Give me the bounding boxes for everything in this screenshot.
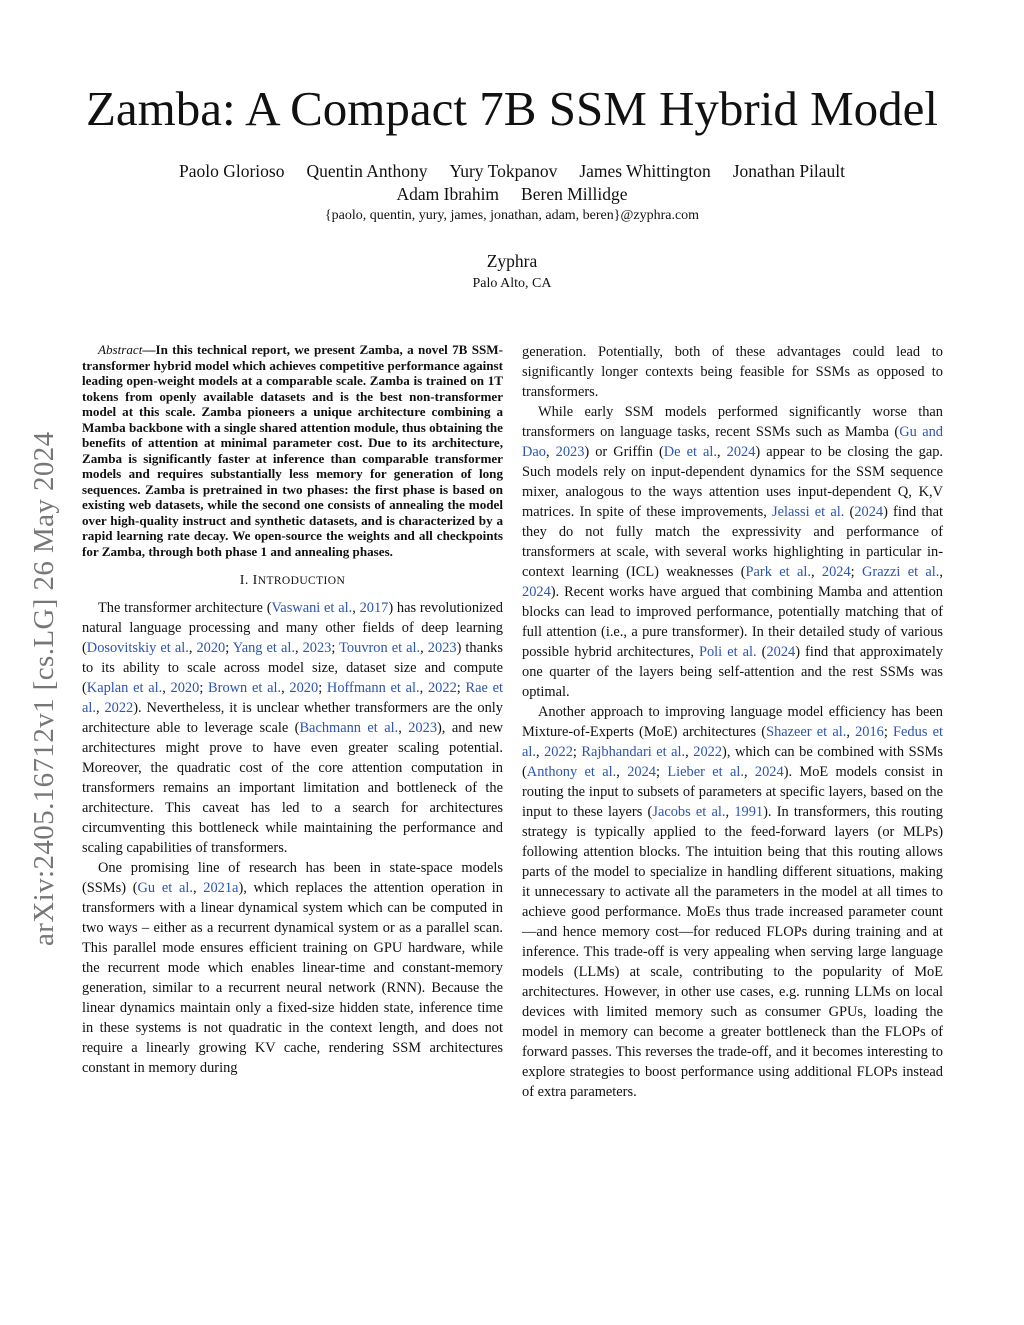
citation-link[interactable]: Jacobs et al. xyxy=(652,804,726,820)
citation-link[interactable]: 2023 xyxy=(302,640,332,656)
body-text: ) or Griffin ( xyxy=(584,444,664,460)
citation-link[interactable]: Poli et al. xyxy=(698,644,757,660)
citation-link[interactable]: 2022 xyxy=(544,744,573,760)
citation-link[interactable]: 2024 xyxy=(726,444,756,460)
body-text: ) has revolutionized natural language processing and many other fields of deep learning ( xyxy=(82,600,503,656)
citation-link[interactable]: 2022 xyxy=(104,700,134,716)
citation-link[interactable]: Touvron et al. xyxy=(339,640,421,656)
body-text: ; xyxy=(572,744,582,760)
body-text: ; xyxy=(850,564,863,580)
body-text: ), which replaces the attention operation in transformers with a linear dynamical system which can be computed in two ways – either as a recurrent dynamical system or as a parallel scan. This parallel mode ensures efficient training on GPU hardware, while the recurrent mode which enables linear-time and constant-memory generation, similar to a recurrent neural network (RNN). Because the linear dynamics maintain only a fixed-size hidden state, inference time in these systems is not quadratic in the context length, and does not require a linearly growing KV cache, rendering SSM architectures constant in memory during xyxy=(82,880,503,1076)
citation-link[interactable]: 2020 xyxy=(170,680,200,696)
body-paragraph xyxy=(522,702,943,1102)
citation-link[interactable]: Jelassi et al. xyxy=(772,504,845,520)
author-name: Quentin Anthony xyxy=(306,161,428,181)
body-text: ; xyxy=(225,640,233,656)
citation-link[interactable]: 2022 xyxy=(693,744,723,760)
abstract-text: —In this technical report, we present Zamba, a novel 7B SSM-transformer hybrid model which achieves competitive performance against leading open-weight models at a comparable scale. Zamba is trained on 1T tokens from openly available datasets and is the best non-transformer model at this scale. Zamba pioneers a unique architecture combining a Mamba backbone with a single shared attention module, thus obtaining the benefits of attention at minimal parameter cost. Due to its architecture, Zamba is significantly faster at inference than comparable transformer models and requires substantially less memory for generation of long sequences. Zamba is pretrained in two phases: the first phase is based on existing web datasets, while the second one consists of annealing the model over high-quality instruct and synthetic datasets, and is characterized by a rapid learning rate decay. We open-source the weights and all checkpoints for Zamba, through both phase 1 and annealing phases. xyxy=(82,342,503,559)
location: Palo Alto, CA xyxy=(472,276,552,291)
citation-link[interactable]: 2016 xyxy=(855,724,884,740)
citation-link[interactable]: Yang et al. xyxy=(232,640,295,656)
body-text: ). MoE models consist in routing the input to subsets of parameters at specific layers, based on the input to these layers ( xyxy=(522,764,943,820)
body-text: ( xyxy=(756,644,767,660)
body-text: ; xyxy=(456,680,466,696)
body-text: Another approach to improving language model efficiency has been Mixture-of-Experts (MoE) architectures ( xyxy=(522,704,943,740)
citation-link[interactable]: 1991 xyxy=(734,804,764,820)
body-paragraph xyxy=(82,858,503,1078)
body-text: ) find that they do not fully match the expressivity and performance of transformers at scale, with several works highlighting in particular in-context learning (ICL) weaknesses ( xyxy=(522,504,943,580)
body-text: While early SSM models performed significantly worse than transformers on language tasks, recent SSMs such as Mamba ( xyxy=(522,404,943,440)
body-text: ) thanks to its ability to scale across model size, dataset size and compute ( xyxy=(82,640,503,696)
body-paragraph xyxy=(522,342,943,402)
body-text: , xyxy=(294,640,303,656)
citation-link[interactable]: 2024 xyxy=(627,764,656,780)
citation-link[interactable]: Lieber et al. xyxy=(667,764,744,780)
citation-link[interactable]: Rajbhandari et al. xyxy=(581,744,686,760)
right-body-text xyxy=(522,342,943,1102)
body-text: , xyxy=(398,720,409,736)
body-text: , xyxy=(716,444,727,460)
body-text: , xyxy=(420,640,428,656)
author-emails: {paolo, quentin, yury, james, jonathan, adam, beren}@zyphra.com xyxy=(324,208,700,223)
citation-link[interactable]: Rae et al. xyxy=(82,680,503,716)
citation-link[interactable]: Grazzi et al. xyxy=(862,564,940,580)
body-text: , xyxy=(419,680,428,696)
section-heading xyxy=(82,571,503,591)
citation-link[interactable]: Shazeer et al. xyxy=(766,724,847,740)
body-text: , xyxy=(281,680,290,696)
body-text: The transformer architecture ( xyxy=(98,600,272,616)
citation-link[interactable]: 2024 xyxy=(821,564,851,580)
citation-link[interactable]: Gu and Dao xyxy=(522,424,944,460)
left-column xyxy=(82,342,503,1078)
body-text: ), which can be combined with SSMs ( xyxy=(522,744,943,780)
citation-link[interactable]: Fedus et al. xyxy=(522,724,943,760)
citation-link[interactable]: Bachmann et al. xyxy=(299,720,399,736)
body-text: , xyxy=(352,600,360,616)
citation-link[interactable]: Vaswani et al. xyxy=(271,600,353,616)
citation-link[interactable]: 2017 xyxy=(359,600,389,616)
citation-link[interactable]: Park et al. xyxy=(745,564,811,580)
body-text: ; xyxy=(331,640,340,656)
body-text: ; xyxy=(883,724,894,740)
body-text: , xyxy=(188,640,197,656)
body-text: , xyxy=(95,700,105,716)
body-text: ). Nevertheless, it is unclear whether transformers are the only architecture able to leverage scale ( xyxy=(82,700,503,736)
right-column xyxy=(522,342,943,1102)
body-text: , xyxy=(743,764,755,780)
body-paragraph xyxy=(522,402,943,702)
author-name: Adam Ibrahim xyxy=(396,184,500,204)
body-text: ). In transformers, this routing strategy is typically applied to the feed-forward layers (or MLPs) following attention blocks. The intuition being that this routing allows parts of the model to specialize in handling different situations, making it unnecessary to activate all the parameters in the model at all times to achieve good performance. MoEs thus trade increased parameter count—and hence memory cost—for reduced FLOPs during training and at inference. This trade-off is very appealing when serving large language models (LLMs) at scale, contributing to the popularity of MoE architectures. However, in other use cases, e.g. running LLMs on local devices with limited memory such as consumer GPUs, loading the model in memory can become a greater bottleneck than the FLOPs of forward passes. This reverses the trade-off, and it becomes interesting to explore strategies to boost performance using additional FLOPs instead of extra parameters. xyxy=(522,804,943,1100)
author-name: Jonathan Pilault xyxy=(732,161,846,181)
body-text: ; xyxy=(199,680,209,696)
citation-link[interactable]: 2022 xyxy=(427,680,457,696)
body-text: ; xyxy=(655,764,668,780)
citation-link[interactable]: 2024 xyxy=(754,764,784,780)
affiliation: Zyphra xyxy=(486,251,538,271)
body-text: ), and new architectures might prove to have even greater scaling potential. Moreover, the quadratic cost of the core attention computation in transformers remains an important limitation and bottleneck of the architecture. This caveat has led to a search for architectures circumventing this bottleneck while maintaining the performance and scaling capabilities of transformers. xyxy=(82,720,503,856)
body-text: , xyxy=(725,804,735,820)
author-name: Beren Millidge xyxy=(521,184,628,204)
abstract-label: Abstract xyxy=(98,342,143,357)
left-body-text xyxy=(82,598,503,1078)
body-text: , xyxy=(939,564,943,580)
body-text: generation. Potentially, both of these advantages could lead to significantly longer contexts being feasible for SSMs as opposed to transformers. xyxy=(522,344,943,400)
citation-link[interactable]: 2023 xyxy=(427,640,457,656)
citation-link[interactable]: Anthony et al. xyxy=(526,764,617,780)
citation-link[interactable]: De et al. xyxy=(663,444,717,460)
author-list xyxy=(0,160,1024,206)
citation-link[interactable]: 2024 xyxy=(522,584,551,600)
body-paragraph xyxy=(82,598,503,858)
citation-link[interactable]: 2023 xyxy=(555,444,585,460)
citation-link[interactable]: Kaplan et al. xyxy=(86,680,163,696)
body-text: ; xyxy=(318,680,327,696)
author-row-2 xyxy=(0,183,1024,206)
arxiv-id: arXiv:2405.16712v1 [cs.LG] 26 May 2024 xyxy=(28,431,60,946)
body-text: ). Recent works have argued that combining Mamba and attention blocks can lead to improved performance, potentially matching that of full attention (i.e., a pure transformer). In their detailed study of various possible hybrid architectures, xyxy=(522,584,943,660)
author-name: James Whittington xyxy=(579,161,711,181)
body-text: ) find that approximately one quarter of the layers being self-attention and the rest SSMs was optimal. xyxy=(522,644,944,700)
citation-link[interactable]: 2024 xyxy=(854,504,884,520)
citation-link[interactable]: 2020 xyxy=(196,640,226,656)
body-text: , xyxy=(535,744,545,760)
author-row-1 xyxy=(0,160,1024,183)
body-text: ) appear to be closing the gap. Such models rely on input-dependent dynamics for the SSM sequence mixer, analogous to the ways attention uses input-dependent Q, K,V matrices. In spite of these improvements, xyxy=(522,444,944,520)
arxiv-stamp xyxy=(26,346,62,946)
citation-link[interactable]: Gu et al. xyxy=(137,880,193,896)
body-text: , xyxy=(810,564,822,580)
citation-link[interactable]: Dosovitskiy et al. xyxy=(86,640,189,656)
abstract xyxy=(82,342,503,559)
body-text: , xyxy=(192,880,204,896)
section-title-rest: NTRODUCTION xyxy=(257,575,346,587)
body-text: , xyxy=(616,764,628,780)
body-text: ( xyxy=(844,504,855,520)
paper-title: Zamba: A Compact 7B SSM Hybrid Model xyxy=(85,81,939,136)
citation-link[interactable]: Hoffmann et al. xyxy=(326,680,420,696)
section-initial: I xyxy=(252,573,258,588)
section-number: I. xyxy=(239,573,249,588)
citation-link[interactable]: 2020 xyxy=(289,680,319,696)
citation-link[interactable]: 2021a xyxy=(203,880,239,896)
body-text: One promising line of research has been in state-space models (SSMs) ( xyxy=(82,860,503,896)
author-name: Paolo Glorioso xyxy=(178,161,285,181)
body-text: , xyxy=(846,724,856,740)
body-text: , xyxy=(162,680,171,696)
citation-link[interactable]: 2023 xyxy=(408,720,438,736)
author-name: Yury Tokpanov xyxy=(449,161,558,181)
body-text: , xyxy=(685,744,694,760)
citation-link[interactable]: 2024 xyxy=(766,644,796,660)
citation-link[interactable]: Brown et al. xyxy=(208,680,282,696)
body-text: , xyxy=(545,444,556,460)
